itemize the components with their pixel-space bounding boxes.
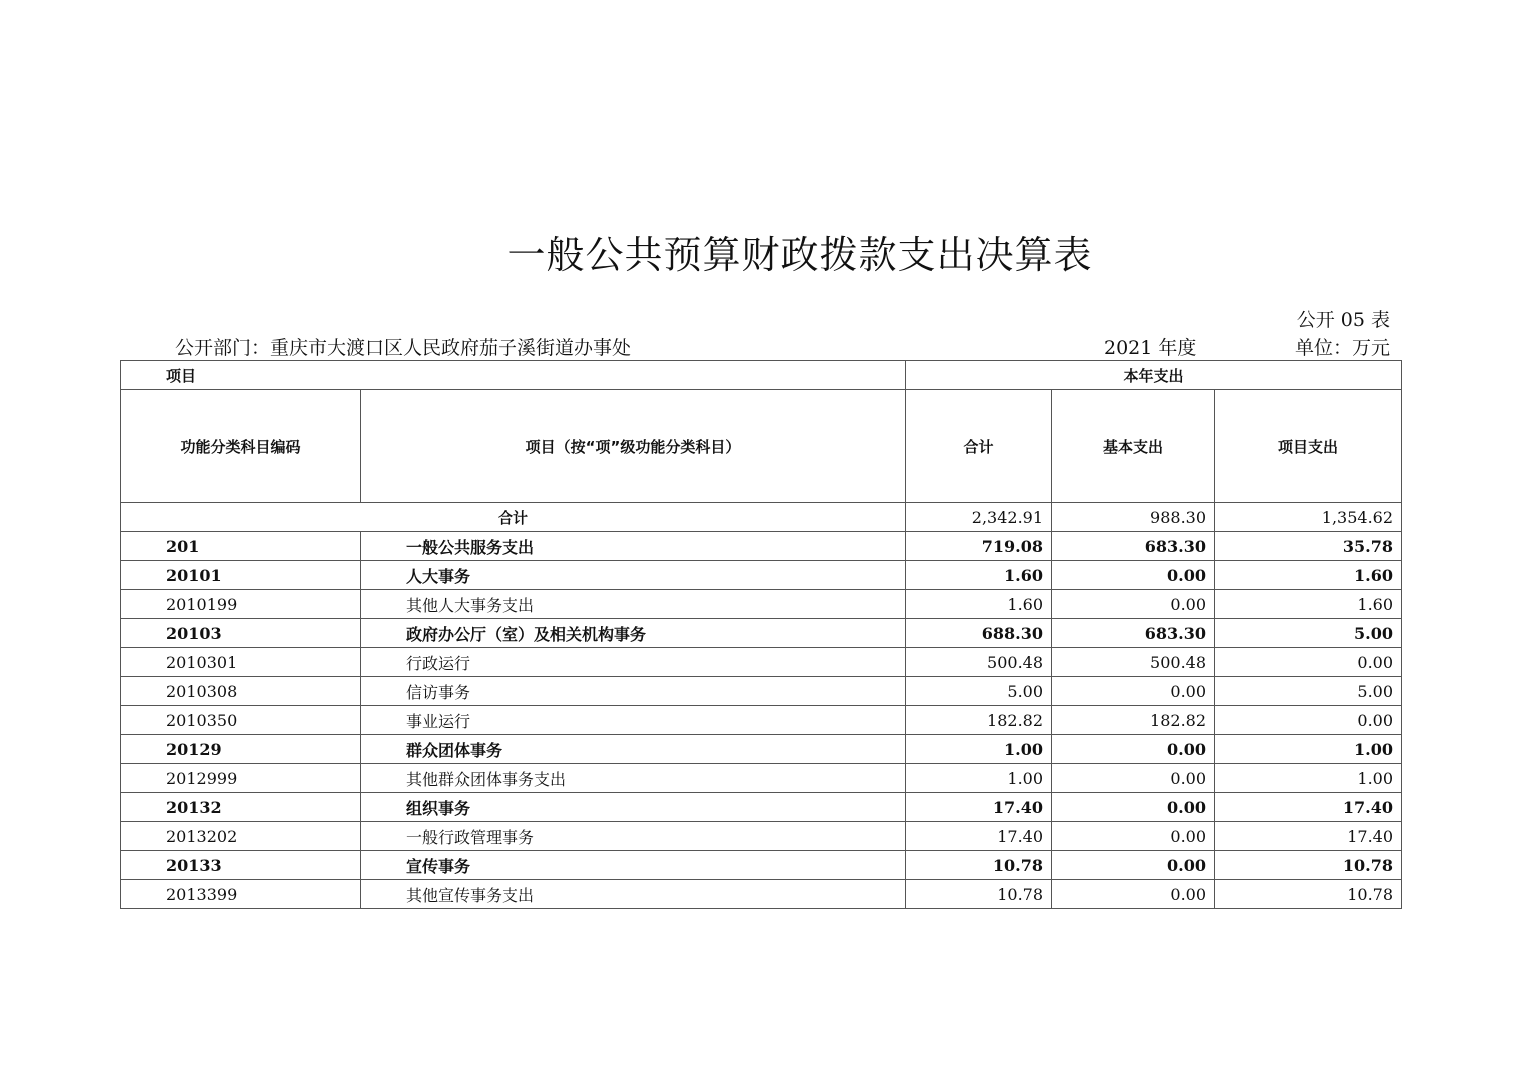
row-project: 1.60	[1215, 590, 1402, 619]
total-row-basic: 988.30	[1052, 503, 1215, 532]
row-basic: 500.48	[1052, 648, 1215, 677]
row-code: 20129	[121, 735, 361, 764]
row-total: 17.40	[906, 822, 1052, 851]
row-name: 行政运行	[361, 648, 906, 677]
table-row	[121, 561, 1402, 590]
unit-label: 单位：万元	[1294, 337, 1390, 359]
row-total: 10.78	[906, 851, 1052, 880]
row-project: 5.00	[1215, 677, 1402, 706]
table-row	[121, 706, 1402, 735]
table-body	[121, 532, 1402, 909]
row-total: 1.60	[906, 561, 1052, 590]
row-code: 20132	[121, 793, 361, 822]
document-title: 一般公共预算财政拨款支出决算表	[507, 233, 1093, 277]
row-name: 组织事务	[361, 793, 906, 822]
row-name: 其他人大事务支出	[361, 590, 906, 619]
total-row-label: 合计	[121, 503, 906, 532]
row-name: 人大事务	[361, 561, 906, 590]
row-basic: 0.00	[1052, 822, 1215, 851]
table-row	[121, 735, 1402, 764]
header-basic: 基本支出	[1052, 390, 1215, 503]
row-total: 1.60	[906, 590, 1052, 619]
row-name: 信访事务	[361, 677, 906, 706]
row-project: 1.60	[1215, 561, 1402, 590]
row-total: 182.82	[906, 706, 1052, 735]
row-code: 2010301	[121, 648, 361, 677]
table-row	[121, 880, 1402, 909]
table-row	[121, 851, 1402, 880]
row-total: 17.40	[906, 793, 1052, 822]
row-project: 35.78	[1215, 532, 1402, 561]
row-code: 2013202	[121, 822, 361, 851]
row-project: 10.78	[1215, 851, 1402, 880]
row-basic: 683.30	[1052, 619, 1215, 648]
table-row	[121, 677, 1402, 706]
row-basic: 0.00	[1052, 677, 1215, 706]
row-total: 1.00	[906, 764, 1052, 793]
row-code: 20101	[121, 561, 361, 590]
row-project: 5.00	[1215, 619, 1402, 648]
row-name: 事业运行	[361, 706, 906, 735]
total-row-total: 2,342.91	[906, 503, 1052, 532]
header-total: 合计	[906, 390, 1052, 503]
row-total: 719.08	[906, 532, 1052, 561]
table-row	[121, 648, 1402, 677]
row-total: 1.00	[906, 735, 1052, 764]
row-basic: 0.00	[1052, 793, 1215, 822]
row-name: 宣传事务	[361, 851, 906, 880]
row-project: 17.40	[1215, 822, 1402, 851]
header-code: 功能分类科目编码	[121, 390, 361, 503]
header-item: 项目（按“项”级功能分类科目）	[361, 390, 906, 503]
row-project: 0.00	[1215, 706, 1402, 735]
row-basic: 0.00	[1052, 735, 1215, 764]
row-basic: 0.00	[1052, 851, 1215, 880]
row-project: 0.00	[1215, 648, 1402, 677]
row-code: 20103	[121, 619, 361, 648]
row-project: 1.00	[1215, 764, 1402, 793]
table-row	[121, 822, 1402, 851]
row-code: 2012999	[121, 764, 361, 793]
row-name: 一般公共服务支出	[361, 532, 906, 561]
row-code: 2010308	[121, 677, 361, 706]
header-project: 项目	[121, 361, 906, 390]
table-row	[121, 793, 1402, 822]
table-row	[121, 590, 1402, 619]
row-code: 2010350	[121, 706, 361, 735]
header-project-expense: 项目支出	[1215, 390, 1402, 503]
budget-table	[120, 360, 1402, 909]
form-number: 公开 05 表	[1296, 309, 1390, 331]
department-label: 公开部门：重庆市大渡口区人民政府茄子溪街道办事处	[175, 337, 632, 359]
row-project: 17.40	[1215, 793, 1402, 822]
row-basic: 0.00	[1052, 880, 1215, 909]
table-row	[121, 619, 1402, 648]
total-row-project: 1,354.62	[1215, 503, 1402, 532]
header-current-year: 本年支出	[906, 361, 1402, 390]
row-total: 5.00	[906, 677, 1052, 706]
row-basic: 683.30	[1052, 532, 1215, 561]
total-row	[121, 503, 1402, 532]
table-row	[121, 764, 1402, 793]
row-name: 一般行政管理事务	[361, 822, 906, 851]
row-name: 其他群众团体事务支出	[361, 764, 906, 793]
row-code: 201	[121, 532, 361, 561]
row-basic: 0.00	[1052, 764, 1215, 793]
row-basic: 0.00	[1052, 561, 1215, 590]
row-name: 政府办公厅（室）及相关机构事务	[361, 619, 906, 648]
row-basic: 182.82	[1052, 706, 1215, 735]
row-project: 10.78	[1215, 880, 1402, 909]
row-code: 2010199	[121, 590, 361, 619]
row-code: 2013399	[121, 880, 361, 909]
row-total: 500.48	[906, 648, 1052, 677]
row-basic: 0.00	[1052, 590, 1215, 619]
row-total: 688.30	[906, 619, 1052, 648]
table-header	[121, 361, 1402, 532]
row-code: 20133	[121, 851, 361, 880]
fiscal-year-label: 2021 年度	[1104, 337, 1197, 359]
row-total: 10.78	[906, 880, 1052, 909]
row-name: 其他宣传事务支出	[361, 880, 906, 909]
table-row	[121, 532, 1402, 561]
row-name: 群众团体事务	[361, 735, 906, 764]
row-project: 1.00	[1215, 735, 1402, 764]
